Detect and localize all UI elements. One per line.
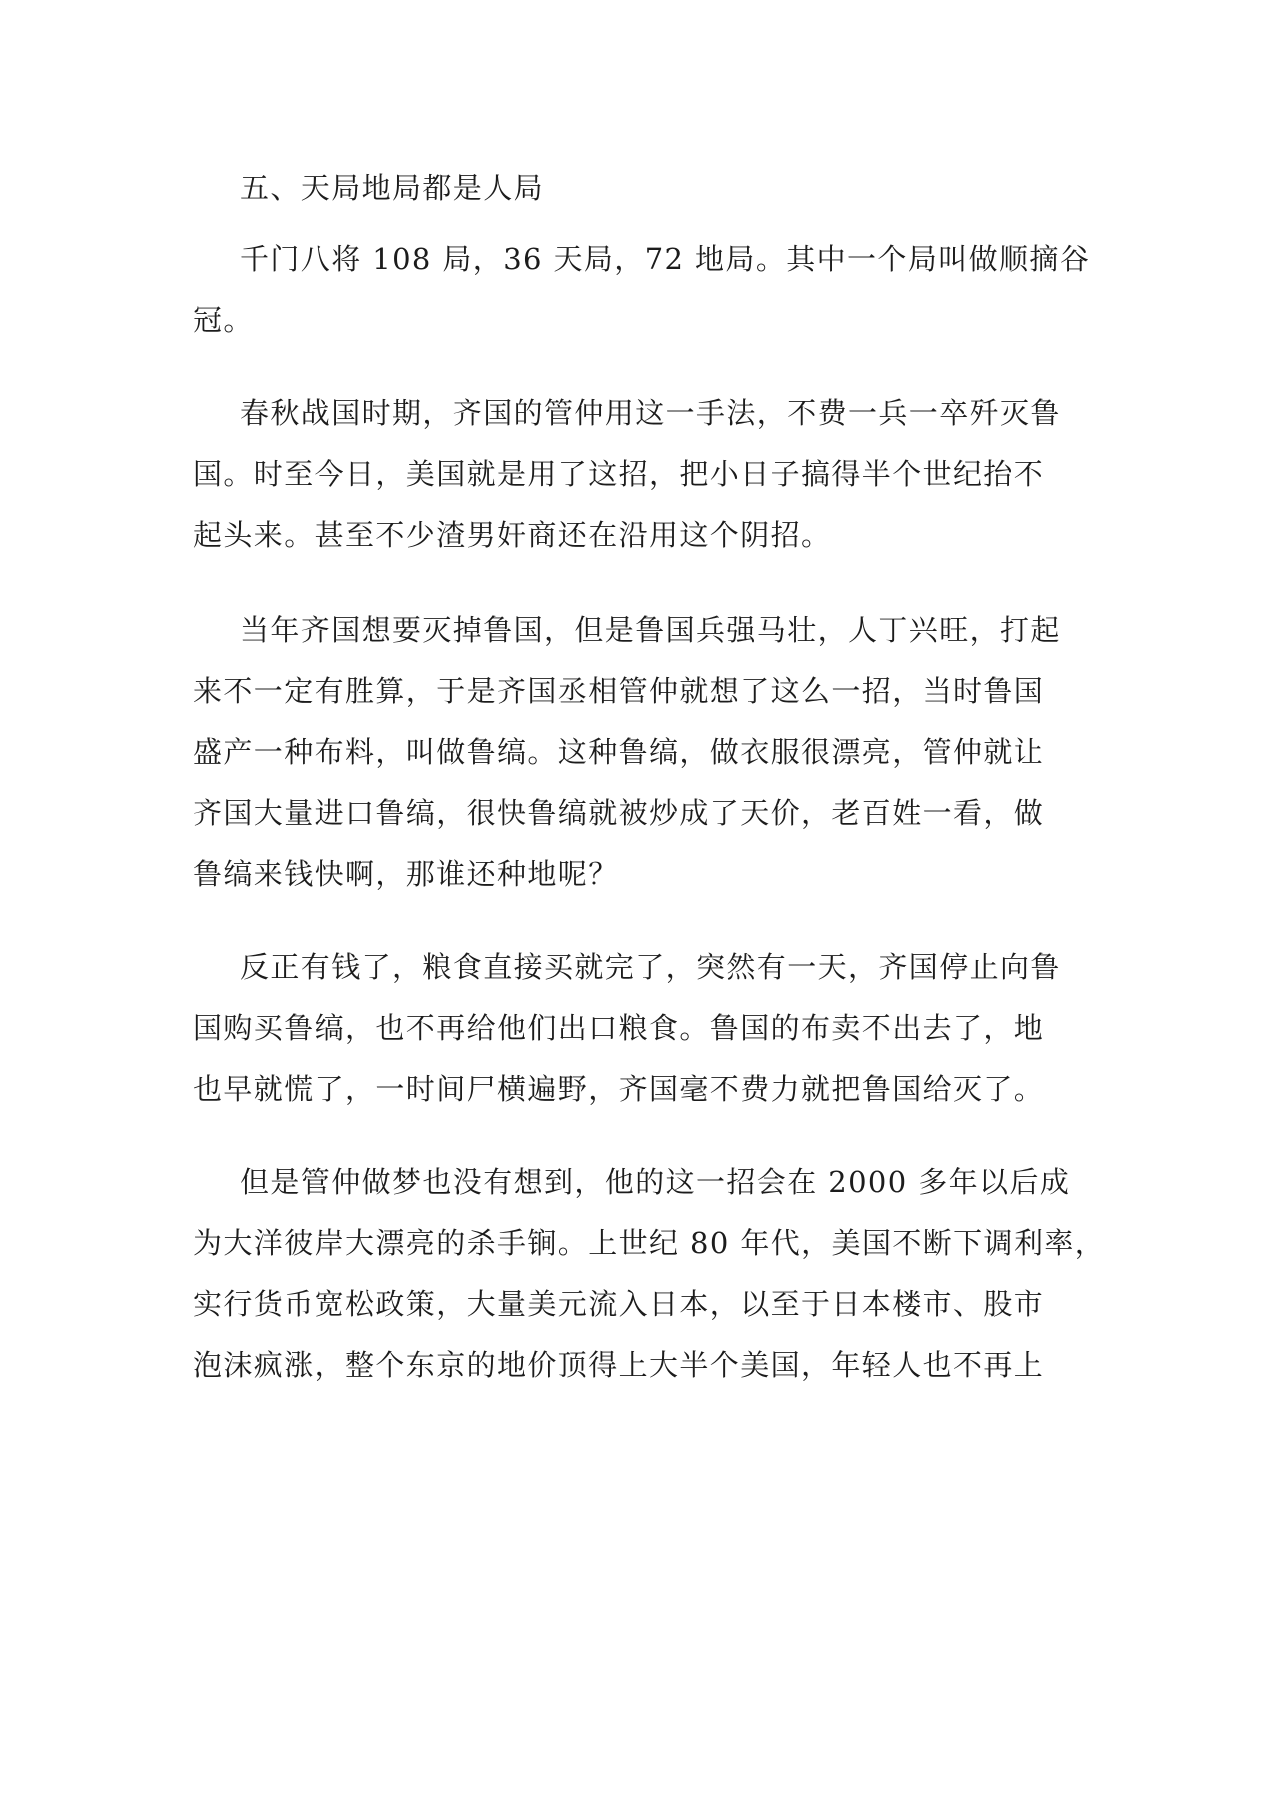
paragraph-line: 盛产一种布料，叫做鲁缟。这种鲁缟，做衣服很漂亮，管仲就让 (193, 735, 1045, 769)
paragraph-line: 齐国大量进口鲁缟，很快鲁缟就被炒成了天价，老百姓一看，做 (193, 796, 1045, 830)
paragraph-5 (193, 1152, 1106, 1396)
paragraph-line: 国。时至今日，美国就是用了这招，把小日子搞得半个世纪抬不 (193, 457, 1045, 491)
paragraph-1 (193, 229, 1091, 351)
paragraph-4 (193, 937, 1081, 1120)
paragraph-line: 泡沫疯涨，整个东京的地价顶得上大半个美国，年轻人也不再上 (193, 1348, 1045, 1382)
paragraph-line: 也早就慌了，一时间尸横遍野，齐国毫不费力就把鲁国给灭了。 (193, 1072, 1045, 1106)
section-heading (193, 158, 1128, 219)
paragraph-line: 春秋战国时期，齐国的管仲用这一手法，不费一兵一卒歼灭鲁 (240, 396, 1061, 430)
paragraph-line: 反正有钱了，粮食直接买就完了，突然有一天，齐国停止向鲁 (240, 950, 1061, 984)
paragraph-2 (193, 383, 1081, 566)
heading-line: 五、天局地局都是人局 (240, 171, 545, 205)
paragraph-3 (193, 600, 1081, 905)
paragraph-line: 冠。 (193, 303, 254, 337)
paragraph-line: 千门八将 108 局，36 天局，72 地局。其中一个局叫做顺摘谷 (240, 242, 1091, 276)
paragraph-line: 国购买鲁缟，也不再给他们出口粮食。鲁国的布卖不出去了，地 (193, 1011, 1045, 1045)
paragraph-line: 鲁缟来钱快啊，那谁还种地呢？ (193, 857, 619, 891)
paragraph-line: 当年齐国想要灭掉鲁国，但是鲁国兵强马壮，人丁兴旺，打起 (240, 613, 1061, 647)
paragraph-line: 实行货币宽松政策，大量美元流入日本，以至于日本楼市、股市 (193, 1287, 1045, 1321)
paragraph-line: 为大洋彼岸大漂亮的杀手锏。上世纪 80 年代，美国不断下调利率， (193, 1226, 1106, 1260)
paragraph-line: 来不一定有胜算，于是齐国丞相管仲就想了这么一招，当时鲁国 (193, 674, 1045, 708)
paragraph-line: 起头来。甚至不少渣男奸商还在沿用这个阴招。 (193, 518, 832, 552)
paragraph-line: 但是管仲做梦也没有想到，他的这一招会在 2000 多年以后成 (240, 1165, 1071, 1199)
